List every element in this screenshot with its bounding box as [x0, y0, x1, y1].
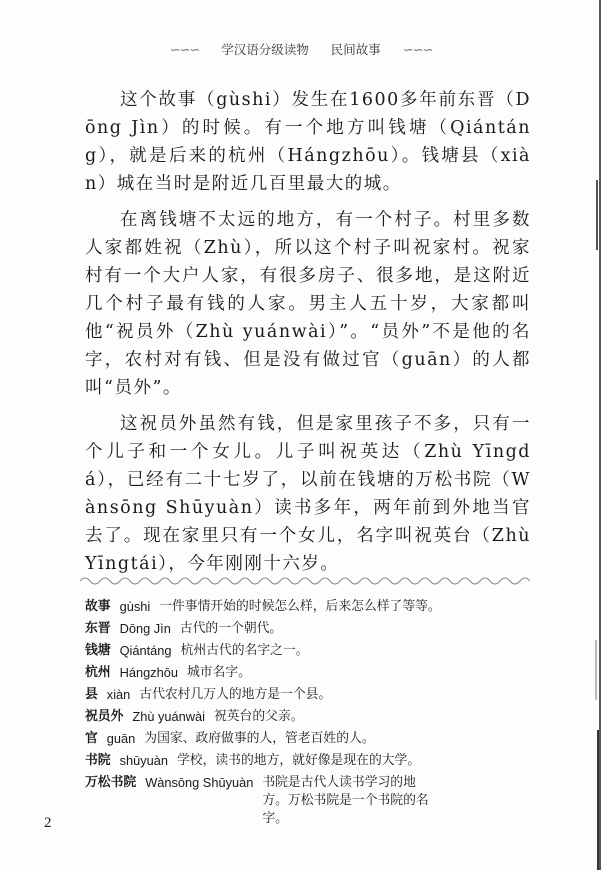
glossary-pinyin: Wànsōng Shūyuàn [145, 775, 254, 790]
glossary-item [85, 684, 535, 706]
glossary-definition: 城市名字。 [186, 665, 251, 680]
wave-divider-icon [80, 575, 530, 587]
book-title: 民间故事 [330, 42, 381, 57]
glossary-word: 杭州 [85, 665, 111, 680]
glossary-definition: 古代农村几万人的地方是一个县。 [139, 687, 332, 702]
glossary-item [85, 618, 535, 640]
glossary [85, 596, 535, 828]
glossary-item [85, 662, 535, 684]
glossary-item [85, 640, 535, 662]
glossary-word: 东晋 [85, 621, 111, 636]
glossary-item [85, 750, 535, 772]
running-header [0, 40, 602, 58]
glossary-item [85, 706, 535, 728]
glossary-definition: 古代的一个朝代。 [179, 621, 283, 636]
glossary-word: 钱塘 [85, 643, 111, 658]
glossary-definition: 书院是古代人读书学习的地方。万松书院是一个书院的名字。 [262, 775, 429, 826]
glossary-word: 万松书院 [85, 775, 137, 790]
glossary-definition: 杭州古代的名字之一。 [180, 643, 309, 658]
glossary-pinyin: Dōng Jìn [119, 621, 171, 636]
glossary-pinyin: Hángzhōu [119, 665, 178, 680]
left-swirl-ornament-icon: ∽∽∽ [169, 43, 200, 58]
glossary-pinyin: gùshi [119, 599, 151, 614]
glossary-item [85, 596, 535, 618]
glossary-word: 官 [85, 731, 98, 746]
glossary-word: 故事 [85, 599, 111, 614]
glossary-pinyin: xiàn [106, 687, 131, 702]
paragraph-2: 在离钱塘不太远的地方，有一个村子。村里多数人家都姓祝（Zhù），所以这个村子叫祝家村。祝家村有一个大户人家，有很多房子、很多地，是这附近几个村子最有钱的人家。男主人五十岁，大家都叫他“祝员外（Zhù yuánwài）”。“员外”不是他的名字，农村对有钱、但是没有做过官（guān）的人都叫“员外”。 [85, 210, 531, 398]
glossary-pinyin: guān [106, 731, 136, 746]
story-text [85, 86, 531, 578]
glossary-definition: 学校，读书的地方，就好像是现在的大学。 [176, 753, 421, 768]
glossary-definition: 为国家、政府做事的人，管老百姓的人。 [144, 731, 375, 746]
glossary-word: 祝员外 [85, 709, 124, 724]
glossary-pinyin: shūyuàn [119, 753, 168, 768]
glossary-definition: 一件事情开始的时候怎么样，后来怎么样了等等。 [159, 599, 441, 614]
glossary-definition: 祝英台的父亲。 [213, 709, 304, 724]
paragraph-1: 这个故事（gùshi）发生在1600多年前东晋（Dōng Jìn）的时候。有一个地方叫钱塘（Qiántáng），就是后来的杭州（Hángzhōu）。钱塘县（xiàn）城在当时是附近几百里最大的城。 [85, 90, 531, 194]
right-swirl-ornament-icon: ∽∽∽ [402, 43, 433, 58]
glossary-word: 书院 [85, 753, 111, 768]
page-edge-shadow [588, 0, 602, 870]
glossary-pinyin: Qiántáng [119, 643, 172, 658]
paragraph-3: 这祝员外虽然有钱，但是家里孩子不多，只有一个儿子和一个女儿。儿子叫祝英达（Zhù Yīngdá），已经有二十七岁了，以前在钱塘的万松书院（Wànsōng Shūyuàn）读书多年，两年前到外地当官去了。现在家里只有一个女儿，名字叫祝英台（Zhù Yīngtái），今年刚刚十六岁。 [85, 414, 531, 574]
glossary-item [85, 772, 535, 828]
glossary-word: 县 [85, 687, 98, 702]
series-title: 学汉语分级读物 [221, 42, 309, 57]
glossary-item [85, 728, 535, 750]
page-number: 2 [44, 815, 52, 831]
glossary-pinyin: Zhù yuánwài [132, 709, 205, 724]
